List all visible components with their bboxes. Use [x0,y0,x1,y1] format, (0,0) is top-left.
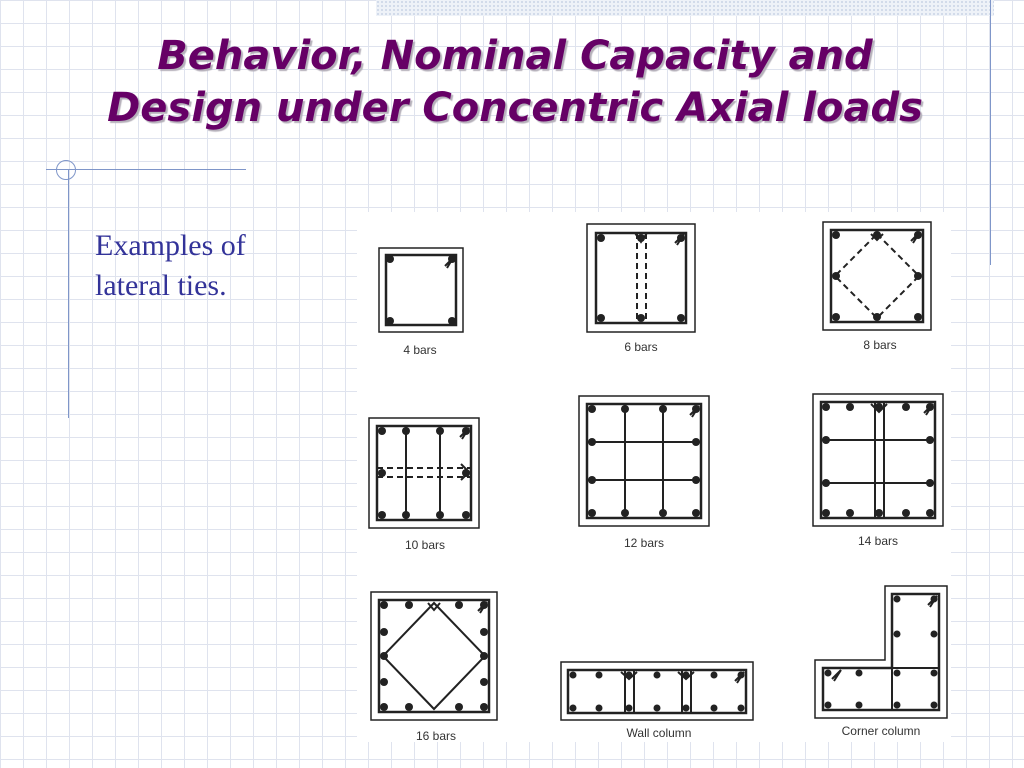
title-line-1: Behavior, Nominal Capacity and [157,33,873,79]
caption-4-bars: 4 bars [403,343,437,357]
ties-diagram [357,212,951,742]
title-line-2: Design under Concentric Axial loads [107,85,923,131]
caption-16-bars: 16 bars [415,729,457,742]
decor-line-right [990,0,991,265]
caption-corner-column: Corner column [841,724,921,738]
decor-circle [56,160,76,180]
lateral-ties-figure [357,212,951,742]
column-10-bars [369,418,479,528]
column-4-bars [379,248,463,332]
caption-wall-column: Wall column [626,726,692,740]
column-8-bars [823,222,931,330]
corner-column [815,586,947,718]
slide-title [40,30,990,134]
column-16-bars [371,592,497,720]
decor-line-left [68,170,69,418]
caption-14-bars: 14 bars [857,534,899,548]
column-6-bars [587,224,695,332]
caption-12-bars: 12 bars [623,536,665,550]
decor-line-horizontal [46,169,246,170]
caption-6-bars: 6 bars [624,340,658,354]
wall-column [561,662,753,720]
header-band [376,0,994,16]
column-12-bars [579,396,709,526]
body-text: Examples of lateral ties. [95,229,246,302]
column-14-bars [813,394,943,526]
caption-10-bars: 10 bars [404,538,446,552]
caption-8-bars: 8 bars [863,338,897,352]
